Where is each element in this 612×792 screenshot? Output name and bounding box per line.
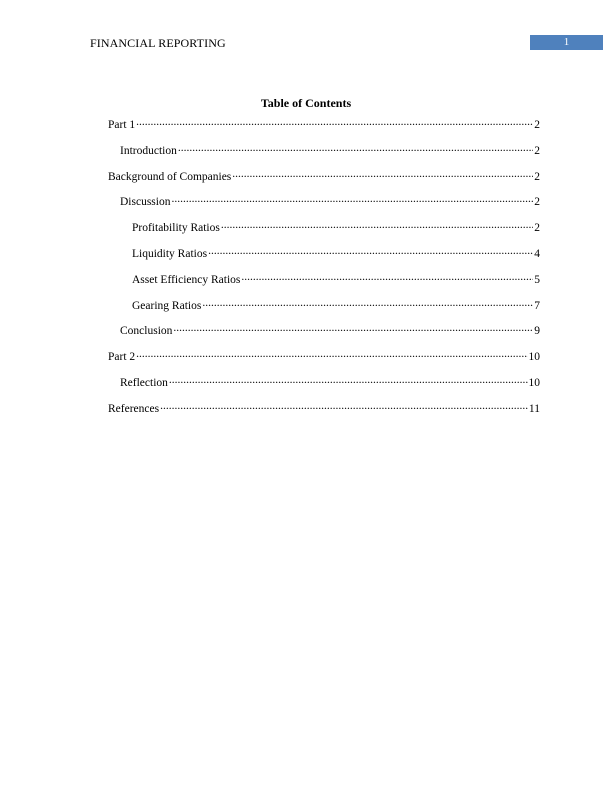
toc-entry-page: 5 [534,273,540,286]
table-of-contents [108,115,540,425]
toc-dot-leader [178,141,533,154]
toc-entry-references[interactable] [108,399,540,425]
toc-dot-leader [208,244,533,257]
toc-entry-title: Part 1 [108,119,136,131]
toc-entry-page: 7 [534,299,540,312]
toc-entry-page: 2 [534,196,540,209]
toc-entry-page: 11 [528,402,540,415]
toc-entry-discussion[interactable] [108,192,540,218]
toc-entry-page: 2 [534,119,540,131]
toc-entry-title: Background of Companies [108,170,232,183]
toc-entry-gearing-ratios[interactable] [108,296,540,322]
toc-entry-profitability-ratios[interactable] [108,218,540,244]
toc-entry-title: Discussion [120,196,171,209]
toc-entry-title: Part 2 [108,351,136,364]
toc-dot-leader [136,115,533,128]
toc-dot-leader [221,218,533,231]
toc-dot-leader [202,296,533,309]
toc-entry-page: 2 [534,144,540,157]
toc-heading: Table of Contents [260,96,352,110]
toc-entry-introduction[interactable] [108,141,540,167]
toc-dot-leader [232,167,533,180]
page-number-badge: 1 [530,35,603,50]
toc-entry-title: Profitability Ratios [132,222,220,235]
toc-entry-title: Introduction [120,144,177,157]
toc-entry-title: Asset Efficiency Ratios [132,273,241,286]
toc-dot-leader [169,373,528,386]
toc-entry-title: Gearing Ratios [132,299,202,312]
toc-entry-page: 10 [528,351,540,364]
toc-entry-title: Reflection [120,376,168,389]
toc-entry-title: References [108,402,160,415]
toc-entry-title: Liquidity Ratios [132,247,208,260]
toc-entry-page: 4 [534,247,540,260]
toc-entry-page: 10 [528,376,540,389]
toc-entry-part-2[interactable] [108,347,540,373]
toc-entry-part-1[interactable] [108,115,540,141]
toc-entry-asset-efficiency-ratios[interactable] [108,270,540,296]
toc-entry-reflection[interactable] [108,373,540,399]
toc-dot-leader [171,192,533,205]
toc-entry-page: 9 [534,325,540,338]
toc-dot-leader [136,347,527,360]
running-header-title: FINANCIAL REPORTING [90,36,226,50]
toc-entry-title: Conclusion [120,325,173,338]
toc-entry-background-of-companies[interactable] [108,167,540,193]
toc-dot-leader [173,321,533,334]
toc-entry-conclusion[interactable] [108,321,540,347]
toc-entry-page: 2 [534,222,540,235]
toc-entry-liquidity-ratios[interactable] [108,244,540,270]
toc-dot-leader [160,399,528,412]
toc-dot-leader [241,270,533,283]
toc-entry-page: 2 [534,170,540,183]
